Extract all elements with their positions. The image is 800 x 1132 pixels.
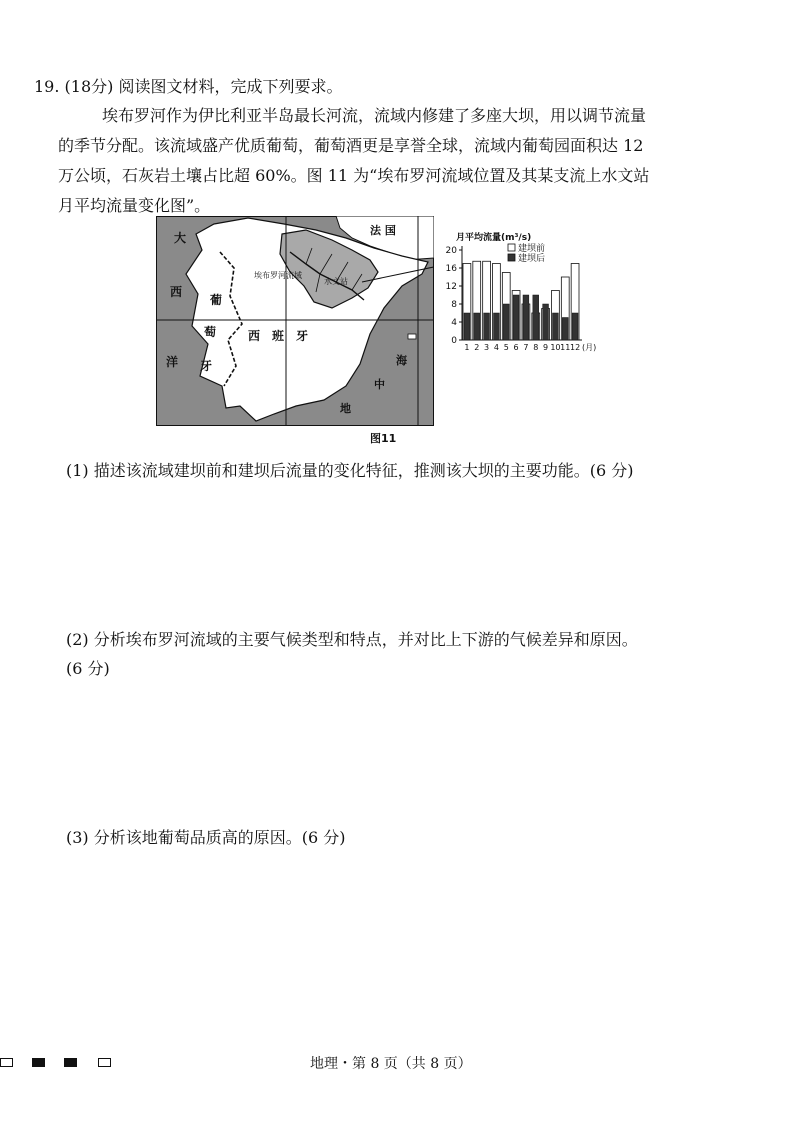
material-paragraph (58, 101, 742, 221)
label-ebro-basin: 埃布罗河流域 (254, 271, 302, 280)
figure-11 (150, 214, 620, 450)
bar-after-dam (464, 313, 470, 340)
bar-after-dam (503, 304, 509, 340)
x-tick-label: 6 (513, 343, 519, 352)
material-line: 万公顷，石灰岩土壤占比超 60%。图 11 为“埃布罗河流域位置及其某支流上水文站 (58, 166, 650, 185)
label-sea-3: 地 (340, 402, 351, 415)
x-tick-label: 11 (560, 343, 571, 352)
x-tick-label: 4 (493, 343, 499, 352)
question-instruction: 阅读图文材料，完成下列要求。 (118, 77, 343, 96)
print-mark-empty (0, 1058, 13, 1067)
bar-after-dam (513, 295, 519, 340)
label-portugal-3: 牙 (200, 359, 213, 373)
question-score: (18分) (64, 77, 114, 96)
print-mark-filled (64, 1058, 77, 1067)
page-footer (0, 1053, 800, 1073)
label-station: 水文站 (324, 277, 348, 286)
x-tick-label: 9 (543, 343, 549, 352)
label-france: 法 国 (370, 224, 396, 237)
page-number: 地理・第 8 页（共 8 页） (310, 1056, 472, 1072)
question-header (34, 74, 343, 97)
legend-swatch-after (508, 254, 515, 261)
label-sea-1: 海 (396, 354, 407, 367)
question-number: 19. (34, 77, 60, 96)
x-tick-label: 8 (533, 343, 539, 352)
x-tick-label: 1 (464, 343, 470, 352)
y-tick-label: 4 (451, 318, 457, 328)
legend-label-after: 建坝后 (518, 254, 546, 264)
label-spain: 西 班 牙 (248, 329, 309, 343)
x-tick-label: 5 (503, 343, 509, 352)
material-line: 月平均流量变化图”。 (58, 196, 211, 215)
label-portugal-2: 萄 (204, 325, 217, 339)
label-sea-2: 中 (374, 378, 385, 391)
x-axis-unit: (月) (582, 343, 597, 352)
bar-after-dam (553, 313, 559, 340)
bar-after-dam (533, 295, 539, 340)
bar-after-dam (543, 304, 549, 340)
bar-after-dam (494, 313, 500, 340)
bar-after-dam (572, 313, 578, 340)
print-mark-empty (98, 1058, 111, 1067)
sub-question-3: (3) 分析该地葡萄品质高的原因。(6 分) (66, 828, 346, 847)
chart-title: 月平均流量(m³/s) (456, 233, 532, 243)
x-tick-label: 12 (569, 343, 581, 352)
monthly-flow-chart (442, 228, 612, 360)
material-line: 埃布罗河作为伊比利亚半岛最长河流，流域内修建了多座大坝，用以调节流量 (102, 106, 647, 125)
label-atlantic-2: 西 (170, 285, 183, 299)
legend-label-before: 建坝前 (518, 244, 546, 254)
y-tick-label: 0 (451, 336, 457, 346)
y-tick-label: 12 (445, 282, 457, 292)
sub-question-2: (2) 分析埃布罗河流域的主要气候类型和特点，并对比上下游的气候差异和原因。 (66, 630, 638, 649)
ebro-basin-map (156, 216, 434, 426)
y-tick-label: 8 (451, 300, 457, 310)
x-tick-label: 2 (474, 343, 480, 352)
bar-after-dam (474, 313, 480, 340)
label-atlantic-3: 洋 (166, 355, 179, 369)
x-tick-label: 7 (523, 343, 529, 352)
y-tick-label: 20 (445, 246, 457, 256)
sub-question-1: (1) 描述该流域建坝前和建坝后流量的变化特征，推测该大坝的主要功能。(6 分) (66, 461, 634, 480)
print-mark-filled (32, 1058, 45, 1067)
bar-after-dam (484, 313, 490, 340)
x-tick-label: 10 (550, 343, 561, 352)
y-tick-label: 16 (445, 264, 457, 274)
x-tick-label: 3 (484, 343, 490, 352)
bar-after-dam (562, 318, 568, 341)
material-line: 的季节分配。该流域盛产优质葡萄，葡萄酒更是享誉全球，流域内葡萄园面积达 12 (58, 136, 644, 155)
bar-after-dam (523, 295, 529, 340)
legend-swatch-before (508, 244, 515, 251)
label-atlantic-1: 大 (174, 231, 187, 245)
map-island (408, 334, 416, 339)
figure-caption: 图11 (370, 432, 397, 445)
sub-question-2-score: (6 分) (66, 659, 110, 678)
label-portugal-1: 葡 (210, 293, 223, 307)
